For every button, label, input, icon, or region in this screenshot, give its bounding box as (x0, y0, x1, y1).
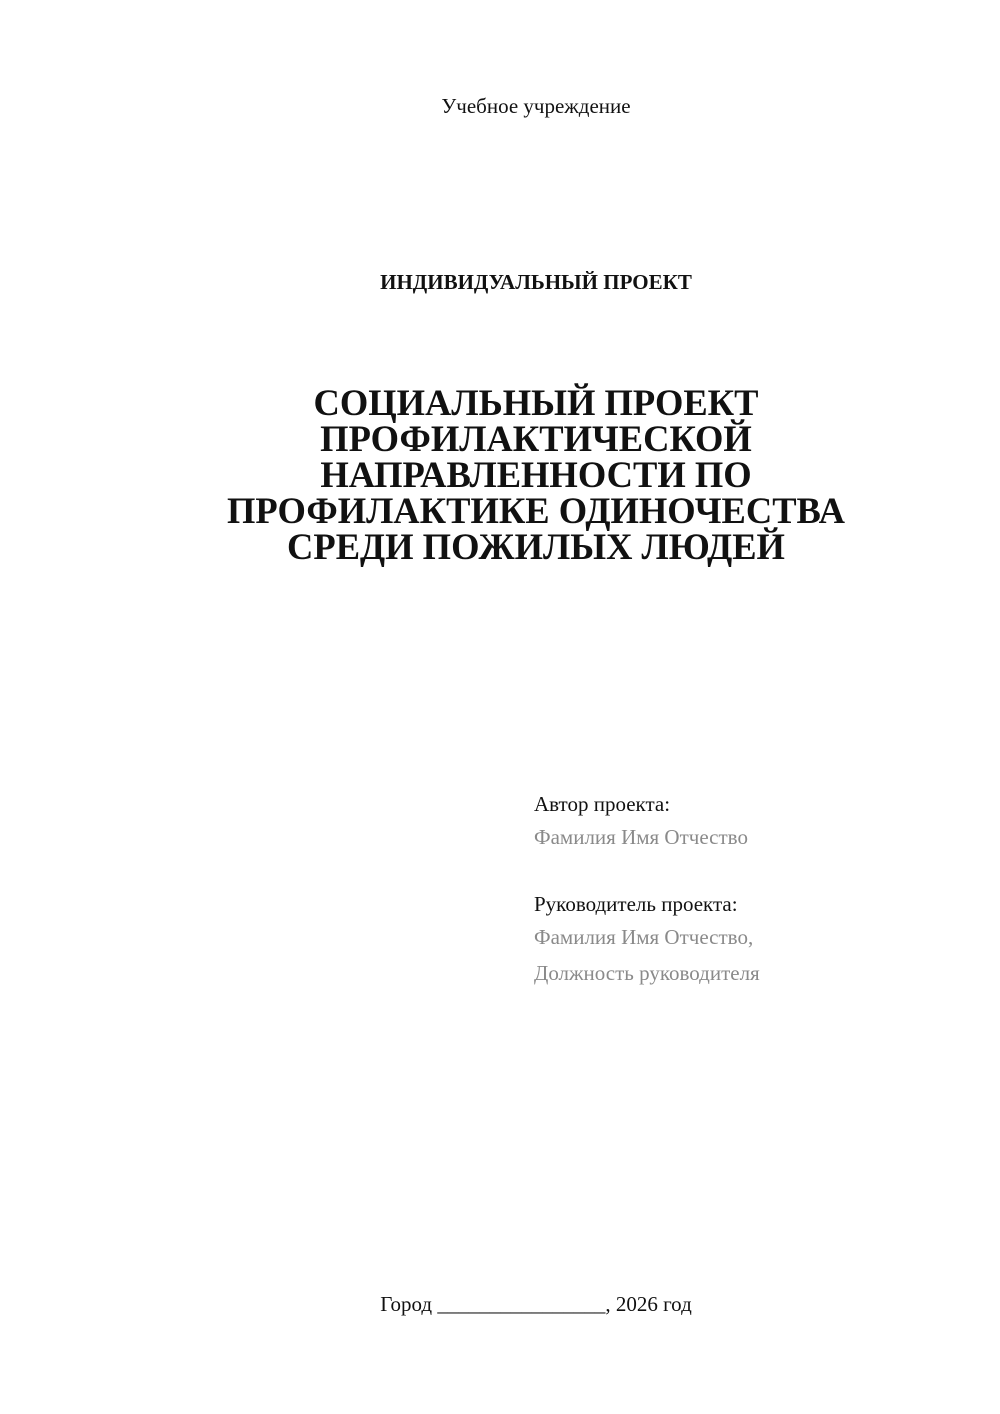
supervisor-name: Фамилия Имя Отчество, (534, 925, 754, 949)
project-title-line: СОЦИАЛЬНЫЙ ПРОЕКТ (313, 382, 759, 423)
project-title (180, 382, 892, 567)
project-title-line: ПРОФИЛАКТИЧЕСКОЙ (320, 418, 752, 459)
supervisor-label: Руководитель проекта: (534, 892, 738, 916)
city-year-line: Город ________________, 2026 год (380, 1292, 692, 1316)
project-title-line: ПРОФИЛАКТИКЕ ОДИНОЧЕСТВА (227, 490, 845, 531)
author-label: Автор проекта: (534, 792, 671, 816)
document-type: ИНДИВИДУАЛЬНЫЙ ПРОЕКТ (380, 270, 692, 294)
project-info-block (534, 789, 954, 991)
project-title-line: СРЕДИ ПОЖИЛЫХ ЛЮДЕЙ (287, 526, 785, 567)
supervisor-position: Должность руководителя (534, 961, 760, 985)
author-name: Фамилия Имя Отчество (534, 825, 748, 849)
project-title-line: НАПРАВЛЕННОСТИ ПО (320, 454, 752, 495)
info-spacer (534, 855, 954, 889)
institution-name: Учебное учреждение (441, 94, 631, 118)
